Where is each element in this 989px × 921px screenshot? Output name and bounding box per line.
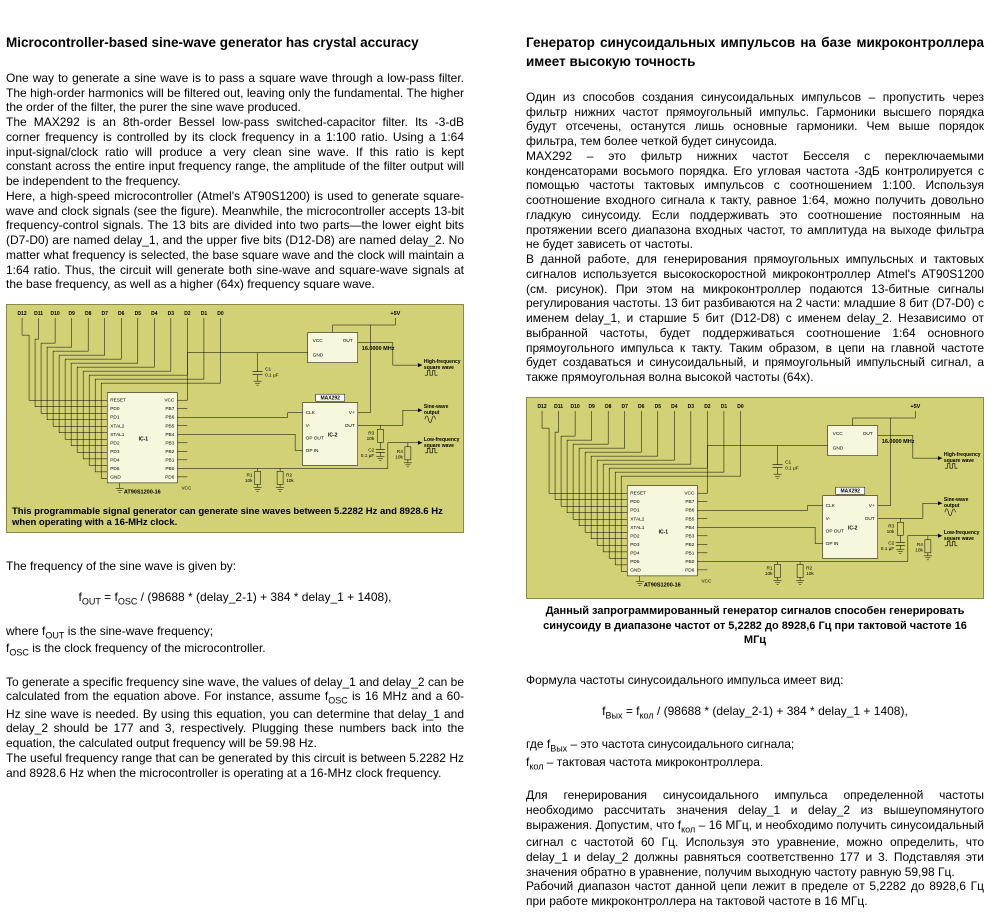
c1-value: 0.1 µF — [785, 466, 799, 472]
r2-designator: R2 — [286, 473, 293, 479]
formula-intro-en: The frequency of the sine wave is given by: — [6, 559, 237, 574]
ic1-pin-label: PB7 — [165, 407, 175, 413]
ic1-pin-label: PD6 — [685, 568, 695, 574]
ic1-vcc-label: VCC — [181, 486, 192, 492]
ic2-designator: IC-2 — [847, 525, 858, 532]
output-sine-wave — [938, 497, 969, 515]
ic1-designator: IC-1 — [138, 436, 149, 443]
c2-designator: C2 — [888, 541, 895, 547]
formula-legend-ru-2: $f_{кол}$ – тактовая частота микроконтроллера. — [526, 754, 764, 772]
data-bit-label: D10 — [570, 403, 580, 410]
formula-legend-ru-1: где $f_{Вых}$ – это частота синусоидального сигнала; — [526, 737, 795, 754]
ic1-pin-label: PB1 — [165, 458, 175, 464]
data-bit-label: D2 — [704, 403, 711, 410]
resistor-r4 — [395, 443, 412, 467]
ic1-pin-label: PB2 — [165, 449, 175, 455]
data-bit-label: D4 — [671, 403, 678, 410]
data-bit-label: D9 — [588, 403, 595, 410]
ic1-right-stubs — [697, 493, 707, 570]
ic1-pin-label: PD1 — [110, 415, 120, 421]
output-label: square wave — [943, 457, 974, 464]
ic2-pin-label: CLK — [825, 504, 835, 510]
output-low-frequency — [418, 437, 460, 453]
square-wave-icon — [425, 371, 438, 376]
ic1-pin-label: PD5 — [110, 467, 120, 473]
ic2-pin-label: V- — [305, 423, 311, 429]
ic1-pin-label: PD0 — [630, 500, 640, 506]
ic1-pin-label: PD1 — [630, 508, 640, 514]
data-bit-label: D4 — [151, 311, 158, 318]
ic1-pin-label: VCC — [684, 491, 695, 497]
output-label: Low-frequency — [423, 436, 460, 443]
ic1-pin-label: PD6 — [165, 475, 175, 481]
data-bit-labels — [537, 404, 743, 410]
formula-legend-en-1: where $f_{OUT}$ is the sine-wave frequency; — [6, 623, 214, 641]
resistor-r2 — [796, 561, 814, 584]
r2-value: 10k — [286, 479, 294, 485]
crystal-oscillator — [707, 425, 938, 493]
data-bit-label: D2 — [184, 311, 191, 318]
ic1-part-number: AT90S1200-16 — [643, 582, 681, 589]
resistor-r3-capacitor-c2 — [881, 518, 905, 553]
ic1-pin-label: PB4 — [165, 432, 175, 438]
column-english — [6, 28, 464, 909]
ic1-pin-label: PB6 — [685, 508, 695, 514]
output-label: Low-frequency — [943, 529, 980, 536]
r3-designator: R3 — [888, 524, 895, 530]
ic1-pin-label: PB3 — [685, 534, 695, 540]
square-wave-icon — [945, 541, 958, 546]
ground-symbol — [116, 483, 124, 493]
r2-value: 10k — [806, 571, 814, 577]
ic1-pin-label: PD5 — [630, 559, 640, 565]
data-bit-label: D3 — [687, 403, 695, 410]
r1-value: 10k — [764, 571, 773, 577]
data-bit-label: D9 — [68, 311, 75, 318]
data-bit-label: D7 — [101, 311, 108, 318]
ic2-pin-label: OP IN — [825, 541, 839, 547]
ic2-pin-label: OP OUT — [305, 436, 324, 442]
r4-value: 10k — [915, 548, 923, 554]
data-bit-label: D10 — [50, 311, 60, 318]
output-low-frequency — [938, 530, 980, 546]
r4-designator: R4 — [916, 542, 923, 548]
formula-legend-en-2: $f_{OSC}$ is the clock frequency of the microcontroller. — [6, 641, 266, 658]
ic1-pin-label: VCC — [164, 398, 175, 404]
article-title-en: Microcontroller-based sine-wave generator has crystal accuracy — [6, 35, 419, 50]
ic2-pin-label: OUT — [864, 516, 875, 522]
output-label: High-frequency — [943, 451, 981, 458]
data-bit-label: D8 — [84, 311, 92, 318]
ic1-designator: IC-1 — [658, 529, 669, 536]
ic1-pin-label: PB4 — [685, 525, 695, 531]
capacitor-c1 — [253, 353, 279, 386]
ic1-pin-label: XTAL2 — [630, 517, 645, 523]
r1-value: 10k — [244, 479, 253, 485]
paragraph-ru-4: Для генерирования синусоидального импульса определенной частоты необходимо рассчитать значения delay_1 и delay_2 из вышеупомянутого выражения. Допустим, что $f_{кол} - 16$ МГц, и необходимо получить синусоидальный сигнал с частотой 60 Гц. Используя это уравнение, можно определить, что delay_1 и delay_2 должны равняться соответственно 177 и 3. Подставляя эти значения обратно в уравнение, получим выходную частоту равную 59,98 Гц. — [526, 788, 984, 879]
data-bit-labels — [17, 311, 223, 317]
output-label: High-frequency — [423, 359, 461, 366]
ic1-pin-label: PD3 — [630, 542, 640, 548]
output-high-frequency — [418, 359, 461, 375]
osc-out-pin: OUT — [342, 339, 353, 345]
ic1-pin-label: PB7 — [685, 500, 695, 506]
ic1-pin-label: PD0 — [110, 407, 120, 413]
ic1-right-stubs — [177, 400, 187, 477]
output-label: Sine-wave — [943, 497, 969, 504]
ic2-pin-label: OUT — [344, 423, 355, 429]
r2-designator: R2 — [806, 566, 813, 572]
output-label: output — [423, 410, 440, 417]
data-bit-label: D11 — [34, 311, 44, 318]
ic1-pin-label: GND — [630, 568, 641, 574]
ic1-pin-label: PB3 — [165, 441, 175, 447]
capacitor-c1 — [773, 445, 799, 478]
r1-designator: R1 — [246, 473, 253, 479]
ic1-vcc-label: VCC — [701, 579, 712, 585]
r3-value: 10k — [366, 436, 375, 442]
data-bit-label: D0 — [737, 403, 744, 410]
formula-intro-ru: Формула частоты синусоидального импульса имеет вид: — [526, 673, 844, 688]
data-bit-label: D5 — [134, 311, 141, 318]
output-sine-wave — [418, 404, 449, 422]
article-title-ru: Генератор синусоидальных импульсов на базе микроконтроллера имеет высокую точность — [526, 35, 984, 69]
data-bit-label: D0 — [217, 311, 224, 318]
osc-gnd-pin: GND — [312, 353, 324, 359]
ic1-pin-label: XTAL1 — [630, 525, 645, 531]
column-russian — [526, 28, 984, 909]
paragraph-en-1: One way to generate a sine wave is to pass a square wave through a low-pass filter. The high-order harmonics will be filtered out, leaving only the fundamental. The higher the order of the filter, the purer the sine wave produced. — [6, 70, 464, 115]
osc-frequency-label: 16.0000 MHz — [881, 438, 915, 445]
ic1-pin-label: RESET — [630, 491, 647, 497]
circuit-figure-ru — [526, 397, 984, 599]
ic1-pin-label: PD2 — [630, 534, 640, 540]
ic2-pin-label: V+ — [348, 411, 355, 417]
ic2-pin-label: CLK — [305, 411, 315, 417]
paragraph-ru-2: MAX292 – это фильтр нижних частот Бесселя с переключаемыми конденсаторами восьмого порядка. Его угловая частота -3дБ контролируется с помощью частоты тактовых импульсов с соотношением 1:100. Используя соотношение входного сигнала к такту, равное 1:64, можно получить довольно гладкую синусоиду. Если поддерживать это соотношение постоянным на протяжении всего диапазона входных частот, то амплитуда на выходе фильтра не будет зависеть от частоты. — [526, 148, 984, 252]
plus5v-label: +5V — [390, 311, 401, 318]
data-bit-label: D1 — [200, 311, 208, 318]
ic2-part-number: MAX292 — [840, 488, 860, 495]
output-label: output — [943, 503, 960, 510]
c1-designator: C1 — [265, 367, 272, 373]
ic2-pin-label: OP IN — [305, 448, 319, 454]
ic1-part-number: AT90S1200-16 — [123, 489, 161, 496]
ic1-pin-label: PB0 — [165, 467, 175, 473]
ic1-pin-label: GND — [110, 475, 121, 481]
paragraph-en-5: The useful frequency range that can be generated by this circuit is between 5.2282 Hz and 8928.6 Hz when the microcontroller is operating at a 16-MHz clock frequency. — [6, 750, 464, 780]
r1-designator: R1 — [766, 566, 773, 572]
data-bit-label: D6 — [638, 403, 645, 410]
output-high-frequency — [938, 452, 981, 468]
resistor-r4 — [915, 536, 932, 560]
c2-value: 0.1 µF — [880, 546, 895, 552]
circuit-schematic — [527, 398, 983, 598]
crystal-oscillator — [187, 333, 418, 401]
ic2-pin-label: V- — [825, 516, 831, 522]
data-bit-label: D11 — [554, 403, 564, 410]
r4-designator: R4 — [396, 449, 403, 455]
paragraph-en-4: To generate a specific frequency sine wave, the values of delay_1 and delay_2 can be calculated from the equation above. For instance, assume $f_{OSC}$ is 16 MHz and a 60-Hz sine wave is needed. By using this equation, you can determine that delay_1 and delay_2 should be 177 and 3, respectively. Plugging these numbers back into the equation, the calculated output frequency will be 59.98 Hz. — [6, 674, 465, 751]
osc-frequency-label: 16.0000 MHz — [361, 346, 395, 353]
ic1-pin-label: PD4 — [630, 551, 640, 557]
resistor-r2 — [276, 468, 294, 491]
square-wave-icon — [945, 463, 958, 468]
ic1-pin-label: XTAL1 — [110, 432, 125, 438]
osc-vcc-pin: VCC — [312, 339, 323, 345]
data-bit-label: D7 — [621, 403, 628, 410]
paragraph-ru-1: Один из способов создания синусоидальных импульсов – пропустить через фильтр нижних частот прямоугольный импульс. Гармоники высшего порядка будут отсечены, останутся лишь основные гармоники. Чем выше порядок фильтра, тем более четкой будет синусоида. — [526, 89, 984, 149]
circuit-schematic — [7, 305, 463, 505]
ic2-pin-label: OP OUT — [825, 529, 844, 535]
output-label: square wave — [423, 442, 454, 449]
r3-value: 10k — [886, 529, 895, 535]
r3-designator: R3 — [368, 431, 375, 437]
frequency-formula-ru: $f_{Вых} = f_{кол} / (98688$ * (delay_2-1) + 384 * delay_1 + 1408), — [602, 703, 908, 721]
ic1-pin-label: XTAL2 — [110, 424, 125, 430]
figure-caption-ru: Данный запрограммированный генератор сигналов способен генерировать синусоиду в диапазоне частот от 5,2282 до 8928,6 Гц при тактовой частоте 16 МГц — [543, 605, 967, 646]
output-label: square wave — [423, 365, 454, 372]
resistor-r3-capacitor-c2 — [361, 425, 385, 460]
ic1-pin-label: PB6 — [165, 415, 175, 421]
ic2-pin-label: V+ — [868, 504, 875, 510]
ic1-pin-label: RESET — [110, 398, 127, 404]
resistor-r1 — [765, 561, 782, 584]
circuit-schematic-slot — [527, 398, 983, 598]
figure-caption-en: This programmable signal generator can generate sine waves between 5.2282 Hz and 8928.6 Hz when operating with a 16-MHz clock. — [12, 505, 443, 528]
c2-value: 0.1 µF — [360, 453, 375, 459]
microcontroller-chip — [107, 393, 192, 496]
data-bit-label: D8 — [604, 403, 612, 410]
ic1-pin-label: PD3 — [110, 449, 120, 455]
data-bit-label: D12 — [537, 403, 547, 410]
ic1-pin-label: PB5 — [165, 424, 175, 430]
c2-designator: C2 — [368, 448, 375, 454]
frequency-formula-en: $f_{OUT} = f_{OSC} / (98688$ * (delay_2-1) + 384 * delay_1 + 1408), — [78, 590, 392, 607]
ic1-pin-label: PB5 — [685, 517, 695, 523]
sine-wave-icon — [425, 416, 436, 423]
microcontroller-chip — [627, 485, 712, 588]
ic2-designator: IC-2 — [327, 432, 338, 439]
data-bit-label: D12 — [17, 311, 27, 318]
resistor-r1 — [245, 468, 262, 491]
ic1-pin-label: PB0 — [685, 559, 695, 565]
power-rail — [853, 404, 921, 426]
ic1-pin-label: PD2 — [110, 441, 120, 447]
r4-value: 10k — [395, 455, 403, 461]
output-label: square wave — [943, 535, 974, 542]
osc-gnd-pin: GND — [832, 446, 844, 452]
sine-wave-icon — [945, 509, 956, 516]
circuit-figure-en — [6, 304, 464, 533]
c1-value: 0.1 µF — [265, 373, 279, 379]
plus5v-label: +5V — [910, 403, 921, 410]
power-rail — [333, 311, 401, 333]
ic1-pin-label: PB1 — [685, 551, 695, 557]
output-label: Sine-wave — [423, 404, 449, 411]
osc-vcc-pin: VCC — [832, 431, 843, 437]
c1-designator: C1 — [785, 460, 792, 466]
ic1-pin-label: PB2 — [685, 542, 695, 548]
ground-symbol — [636, 576, 644, 586]
square-wave-icon — [425, 448, 438, 453]
paragraph-en-3: Here, a high-speed microcontroller (Atmel's AT90S1200) is used to generate square-wave and clock signals (see the figure). Meanwhile, the microcontroller accepts 13-bit frequency-control signals. The 13 bits are divided into two parts—the lower eight bits (D7-D0) are named delay_1, and the upper five bits (D12-D8) are named delay_2. No matter what frequency is selected, the base square wave and the clock will maintain a 1:64 ratio. Thus, the circuit will generate both sine-wave and square-wave signals at the base frequency, as well as a higher (64x) frequency square wave. — [6, 188, 464, 292]
paragraph-ru-3: В данной работе, для генерирования прямоугольных импульсных и тактовых сигналов используется высокоскоростной микроконтроллер Atmel's AT90S1200 (см. рисунок). При этом на микроконтроллер подаются 13-битные сигналы регулирования частоты. 13 бит разбиваются на 2 части: младшие 8 бит (D7-D0) с именем delay_1, и старшие 5 бит (D12-D8) с именем delay_2. Независимо от выбранной частоты, будет поддерживаться соотношение 1:64 основного прямоугольного импульса к такту. Таким образом, в цепи на главной частоте будет создаваться и синусоидальный, и прямоугольный импульсный сигнал, а также прямоугольная волна высокой частоты (64x). — [526, 252, 984, 385]
data-bit-label: D1 — [720, 403, 728, 410]
data-bit-label: D3 — [167, 311, 175, 318]
data-bit-label: D6 — [118, 311, 125, 318]
ic1-pin-label: PD4 — [110, 458, 120, 464]
osc-out-pin: OUT — [862, 431, 873, 437]
paragraph-ru-5: Рабочий диапазон частот данной цепи лежит в пределе от 5,2282 до 8928,6 Гц при работе микроконтроллера на тактовой частоте в 16 МГц. — [526, 879, 984, 909]
ic2-part-number: MAX292 — [320, 395, 340, 402]
data-bit-label: D5 — [654, 403, 661, 410]
paragraph-en-2: The MAX292 is an 8th-order Bessel low-pass switched-capacitor filter. Its -3-dB corner frequency is controlled by its clock frequency in a 1:100 ratio. Using a 1:64 input-signal/clock ratio will produce a very clean sine wave. If this ratio is kept constant across the entire input frequency range, the amplitude of the filter output will be independent to the frequency. — [6, 115, 464, 189]
